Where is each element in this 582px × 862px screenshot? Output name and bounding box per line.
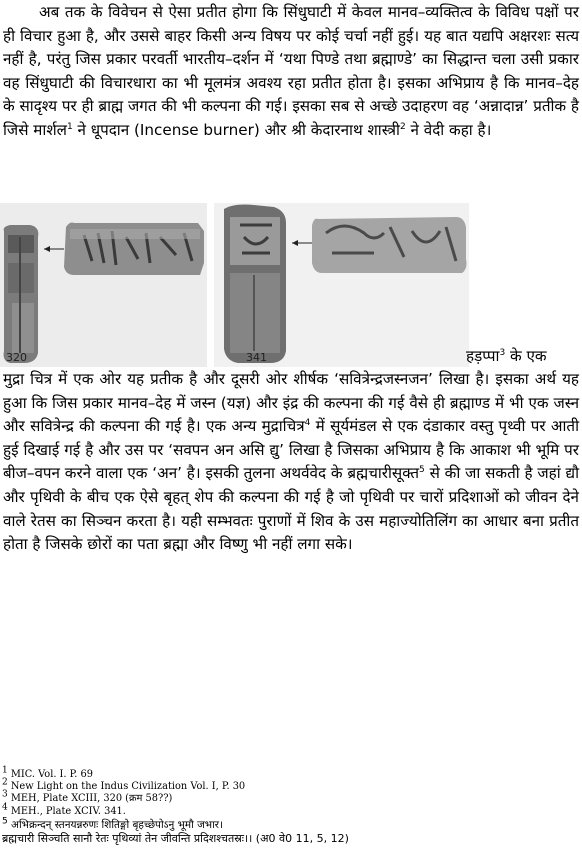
seal-341-number: 341 [246,351,267,364]
footnote-ref-3[interactable]: 3 [499,347,506,358]
seal-320-image [0,203,207,367]
seal-341-drawing [214,203,469,367]
harappa-word-tail: के एक [505,347,547,365]
footnote-5 [2,818,580,833]
footnote-2-text: New Light on the Indus Civilization Vol. I, P. 30 [7,781,246,793]
footnotes [2,765,580,847]
footnote-4-text: MEH., Plate XCIV. 341. [7,805,126,817]
harappa-caption [466,345,547,369]
paragraph-seal-text-a: मुद्रा चित्र में एक ओर यह प्रतीक है और दूसरी ओर शीर्षक ‘सवित्रेन्द्रजस्नजन’ लिखा है। इसका अर्थ यह हुआ कि जिस प्रकार मानव–देह में जस्न (यज्ञ) और इंद्र की कल्पना की गई वैसे ही ब्रह्माण्ड में भी एक जस्न और सवित्रेन्द्र की कल्पना की गई है। एक अन्य मुद्राचित्र [3,370,579,436]
paragraph-seal-text-c: से की जा सकती है जहां द्यौ और पृथिवी के बीच एक ऐसे बृहत् शेप की कल्पना की गई है जो पृथिवी पर चारों प्रदिशाओं को जीवन देने वाले रेतस का सिञ्चन करता है। यही सम्भवतः पुराणों में शिव के उस महाज्योतिलिंग का आधार बना प्रतीत होता है जिसके छोरों का पता ब्रह्मा और विष्णु भी नहीं लगा सके। [3,464,580,554]
paragraph-seal-text-b: में सूर्यमंडल से एक दंडाकार वस्तु पृथ्वी पर आती हुई दिखाई गई है और उस पर ‘सवपन अन असि द्यु’ लिखा है जिसका अभिप्राय है कि आकाश भी भूमि पर बीज–वपन करने वाला एक ‘अन’ है। इसकी तुलना अथर्ववेद के ब्रह्मचारीसूक्त [3,417,580,483]
footnote-2 [2,777,580,793]
footnote-5-number: 5 [2,816,8,827]
footnote-ref-5[interactable]: 5 [419,465,425,476]
seal-figures [0,203,470,367]
footnote-4 [2,802,580,818]
footnote-verse: ब्रह्मचारी सिञ्चति सानौ रेतः पृथिव्यां तेन जीवन्ति प्रदिशश्चतस्रः।। (अ0 वे0 11, 5, 12) [2,832,349,846]
footnote-4-number: 4 [2,802,8,813]
paragraph-intro-text-a: अब तक के विवेचन से ऐसा प्रतीत होगा कि सिंधुघाटी में केवल मानव–व्यक्तित्व के विविध पक्षों पर ही विचार हुआ है, और उससे बाहर किसी अन्य विषय पर कोई चर्चा नहीं हुई। यह बात यद्यपि अक्षरशः सत्य नहीं है, परंतु जिस प्रकार परवर्ती भारतीय–दर्शन में ‘यथा पिण्डे तथा ब्रह्माण्डे’ का सिद्धान्त चला उसी प्रकार वह सिंधुघाटी की विचारधारा का भी मूलमंत्र अवश्य रहा प्रतीत होता है। इसका अभिप्राय है कि मानव–देह के सादृश्य पर ही ब्राह्म जगत की भी कल्पना की गई। इसका सब से अच्छे उदाहरण वह ‘अन्नादान्न’ प्रतीक है जिसे मार्शल [3,3,579,139]
footnote-3-text: MEH, Plate XCIII, 320 (क्रम 58??) [7,793,173,805]
footnote-1-number: 1 [2,765,8,776]
footnote-2-number: 2 [2,777,8,788]
paragraph-seal [3,368,579,557]
footnote-1-text: MIC. Vol. I. P. 69 [7,769,93,780]
footnote-1 [2,765,580,781]
paragraph-intro [3,1,579,143]
footnote-ref-4[interactable]: 4 [304,418,311,429]
paragraph-intro-text-b: ने धूपदान (Incense burner) और श्री केदारनाथ शास्त्री [72,120,400,139]
seal-320-number: 320 [6,351,27,364]
paragraph-intro-text-c: ने वेदी कहा है। [405,120,492,139]
harappa-word: हड़प्पा [466,347,500,365]
footnote-ref-2[interactable]: 2 [399,121,406,132]
seal-320-drawing [0,203,207,367]
footnote-3-number: 3 [2,790,8,801]
footnote-3 [2,790,580,805]
footnote-ref-1[interactable]: 1 [66,121,73,132]
footnote-5-text: अभिक्रन्दन् स्तनयन्नरुणः शितिङ्गो बृहच्छेपोऽनु भूमौ जभार। [7,818,223,831]
seal-341-image [214,203,469,367]
